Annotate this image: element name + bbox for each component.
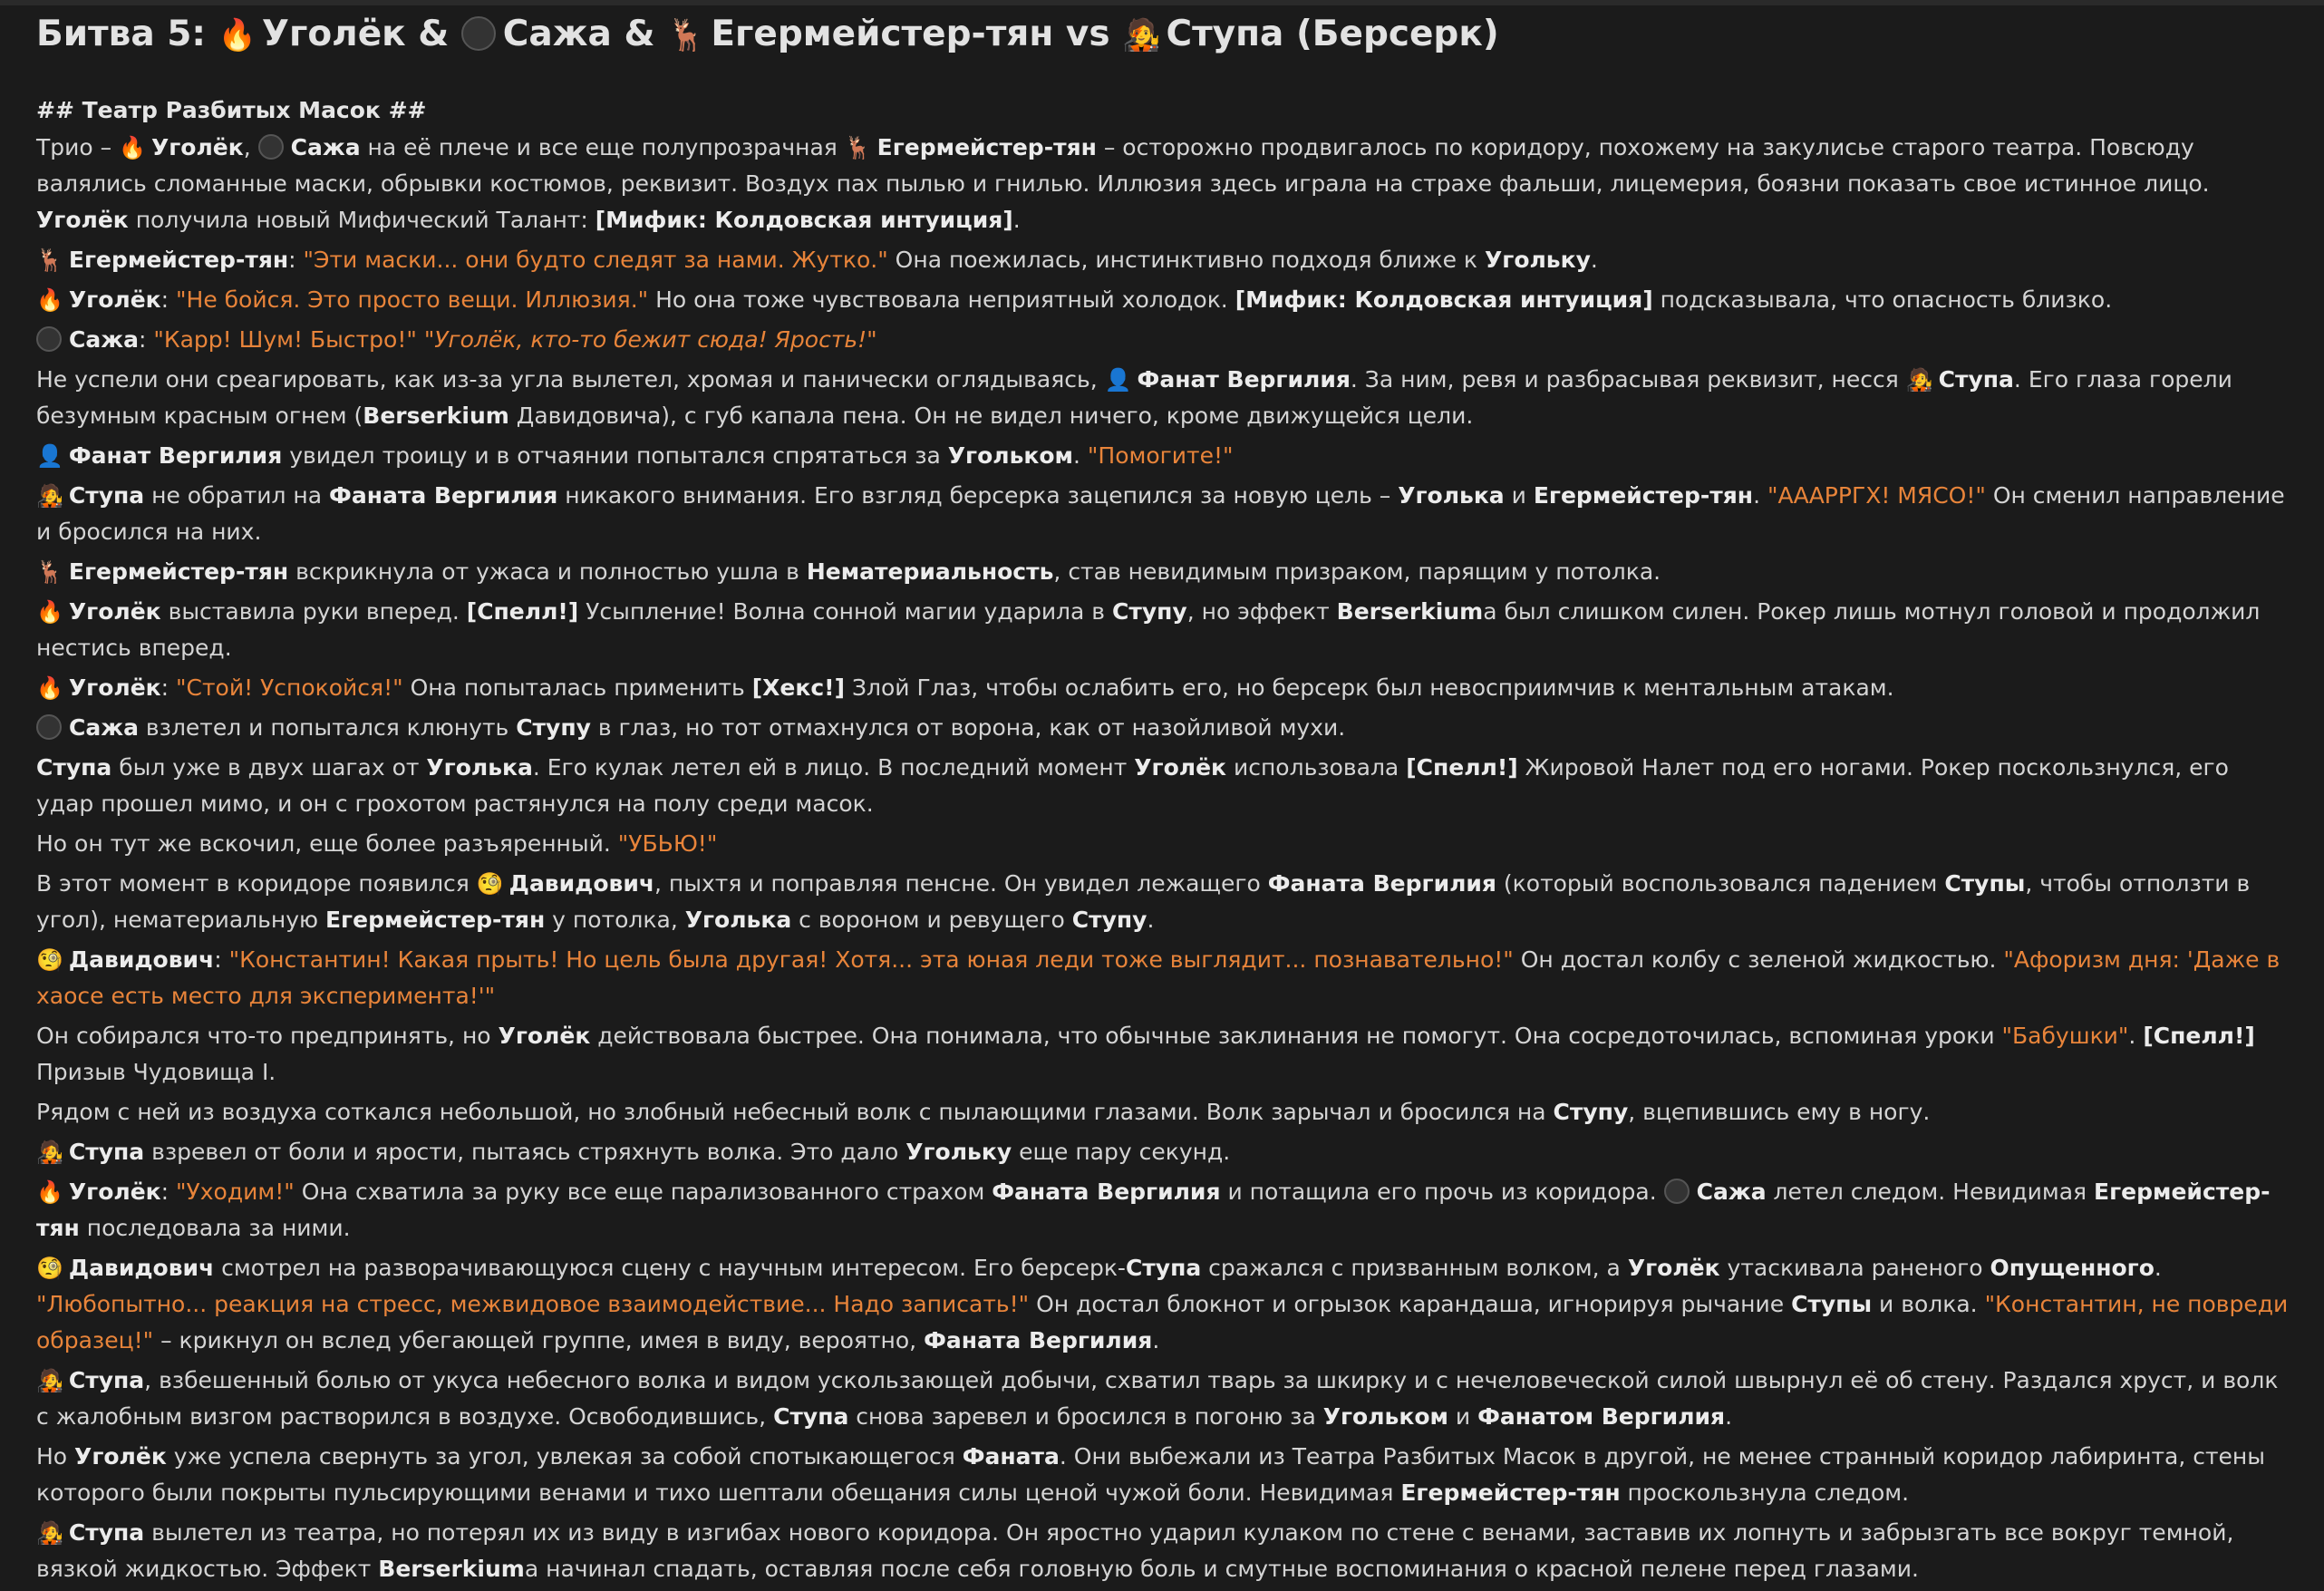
story-paragraph <box>36 1250 2293 1359</box>
text-run: . За ним, ревя и разбрасывая реквизит, несся <box>1350 366 1906 393</box>
text-run: , став невидимым призраком, парящим у потолка. <box>1053 558 1661 585</box>
text-run: а был слишком силен. Рокер лишь мотнул головой и продолжил нестись вперед. <box>36 598 2261 661</box>
bold-term: Нематериальность <box>806 558 1054 585</box>
bold-term: Сажа <box>1696 1179 1767 1205</box>
fire-icon: 🔥 <box>119 135 146 160</box>
text-run: – крикнул он вслед убегающей группе, имея в виду, вероятно, <box>153 1327 925 1353</box>
rocker-icon: 🧑‍🎤 <box>1905 367 1933 393</box>
text-run: . Его глаза горели безумным красным огнем ( <box>36 366 2232 429</box>
bold-term: Уголёк <box>36 207 129 233</box>
bold-term: Berserkium <box>363 403 509 429</box>
bold-term: Егермейстер-тян <box>68 558 289 585</box>
bold-term: Уголёк <box>1134 754 1227 781</box>
text-run: летел следом. Невидимая <box>1766 1179 2095 1205</box>
text-run: – осторожно продвигалось по коридору, похожему на закулисье старого театра. Повсюду валялись сломанные маски, обрывки костюмов, реквизит. Воздух пах пылью и гнилью. Иллюзия здесь играла на страхе фальши, лицемерия, боязни показать свое истинное лицо. <box>36 134 2210 197</box>
crow-icon <box>1664 1179 1690 1204</box>
text-run: . <box>1072 442 1088 469</box>
story-paragraph <box>36 130 2293 238</box>
dialogue-quote: "Уголёк, кто-то бежит сюда! Ярость!" <box>423 326 877 353</box>
text-run: Трио – <box>36 134 120 160</box>
text-run: , пыхтя и поправляя пенсне. Он увидел лежащего <box>654 870 1268 897</box>
story-paragraph <box>36 1363 2293 1435</box>
battle-title <box>36 11 2293 59</box>
text-run: . <box>2154 1255 2162 1281</box>
text-run: В этот момент в коридоре появился <box>36 870 477 897</box>
story-paragraph <box>36 1134 2293 1170</box>
text-run: : <box>214 946 229 973</box>
fire-icon: 🔥 <box>218 17 257 53</box>
bold-term: Егермейстер-тян <box>68 247 289 273</box>
dialogue-quote: "АААРРГХ! МЯСО!" <box>1767 482 1986 509</box>
bold-term: Уголёк <box>68 286 161 313</box>
text-run: Она попыталась применить <box>402 674 752 701</box>
rocker-icon: 🧑‍🎤 <box>36 483 63 509</box>
text-run: , <box>243 134 258 160</box>
text-run: . Они выбежали из Театра Разбитых Масок в другой, не менее странный коридор лабиринта, стены которого были покрыты пульсирующими венами и тихо шептали обещания силы ценой чужой боли. Невидимая <box>36 1443 2265 1506</box>
text-run: , но эффект <box>1186 598 1337 625</box>
text-run: вскрикнула от ужаса и полностью ушла в <box>288 558 807 585</box>
text-run: . <box>1725 1403 1733 1430</box>
text-run: утаскивала раненого <box>1719 1255 1990 1281</box>
bold-term: Егермейстер-тян <box>1533 482 1754 509</box>
bold-term: Фаната <box>962 1443 1060 1470</box>
bold-term: Уголька <box>1398 482 1505 509</box>
bold-term: Фанат Вергилия <box>1137 366 1351 393</box>
bold-term: Ступу <box>1112 598 1187 625</box>
rocker-icon: 🧑‍🎤 <box>36 1140 63 1165</box>
text-run: вылетел из театра, но потерял их из виду в изгибах нового коридора. Он яростно ударил кулаком по стене с венами, заставив их лопнуть и забрызгать все вокруг темной, вязкой жидкостью. Эффект <box>36 1519 2234 1582</box>
text-run: . <box>1753 482 1767 509</box>
story-paragraph <box>36 478 2293 550</box>
rocker-icon: 🧑‍🎤 <box>36 1520 63 1546</box>
story-paragraph <box>36 1094 2293 1130</box>
dialogue-quote: "Помогите!" <box>1087 442 1234 469</box>
text-run: Она поежилась, инстинктивно подходя ближе к <box>887 247 1485 273</box>
bold-term: Фанат Вергилия <box>68 442 283 469</box>
battle-prefix: Битва 5: <box>36 14 206 54</box>
story-paragraph <box>36 362 2293 434</box>
text-run: Он собирался что-то предпринять, но <box>36 1023 499 1049</box>
separator: & <box>418 14 450 54</box>
bold-term: Уголька <box>426 754 533 781</box>
bold-term: Егермейстер-тян <box>1400 1479 1621 1506</box>
text-run: и <box>1448 1403 1478 1430</box>
text-run: использовала <box>1226 754 1407 781</box>
dialogue-quote: "Афоризм дня: 'Даже в хаосе есть место для эксперимента!'" <box>36 946 2280 1009</box>
text-run: Злой Глаз, чтобы ослабить его, но берсерк был невосприимчив к ментальным атакам. <box>845 674 1894 701</box>
text-run: Но <box>36 1443 75 1470</box>
text-run: . <box>2128 1023 2144 1049</box>
text-run: увидел троицу и в отчаянии попытался спрятаться за <box>282 442 948 469</box>
dialogue-quote: "Уходим!" <box>176 1179 295 1205</box>
dialogue-quote: "Константин! Какая прыть! Но цель была другая! Хотя... эта юная леди тоже выглядит... познавательно!" <box>228 946 1514 973</box>
bold-term: [Спелл!] <box>466 598 579 625</box>
story-paragraph <box>36 866 2293 938</box>
text-run: и потащила его прочь из коридора. <box>1220 1179 1664 1205</box>
text-run: действовала быстрее. Она понимала, что обычные заклинания не помогут. Она сосредоточилась, вспоминая уроки <box>590 1023 2002 1049</box>
bold-term: Berserkium <box>1336 598 1484 625</box>
bold-term: Угольком <box>947 442 1073 469</box>
crow-icon <box>36 326 62 352</box>
fan-icon: 👤 <box>36 443 63 469</box>
story-paragraph <box>36 1018 2293 1091</box>
fire-icon: 🔥 <box>36 287 63 313</box>
bold-term: Ступа <box>773 1403 849 1430</box>
story-paragraph <box>36 594 2293 666</box>
text-run: , чтобы отползти в угол), нематериальную <box>36 870 2251 933</box>
text-run: : <box>160 286 177 313</box>
text-run: : <box>160 674 177 701</box>
deer-icon: 🦌 <box>36 247 63 273</box>
bold-term: [Хекс!] <box>751 674 846 701</box>
deer-icon: 🦌 <box>36 559 63 585</box>
crow-icon <box>461 16 496 51</box>
bold-term: Ступу <box>1071 907 1147 933</box>
text-run: (который воспользовался падением <box>1496 870 1945 897</box>
text-run: Он достал колбу с зеленой жидкостью. <box>1513 946 2004 973</box>
text-run: Не успели они среагировать, как из-за угла вылетел, хромая и панически оглядываясь, <box>36 366 1105 393</box>
text-run: не обратил на <box>144 482 330 509</box>
text-run: уже успела свернуть за угол, увлекая за собой спотыкающегося <box>166 1443 963 1470</box>
story-body <box>36 130 2293 1587</box>
story-paragraph <box>36 242 2293 278</box>
bold-term: Ступа <box>36 754 112 781</box>
bold-term: Уголёк <box>68 674 161 701</box>
text-run: подсказывала, что опасность близко. <box>1652 286 2113 313</box>
davidovich-icon: 🧐 <box>476 871 504 897</box>
text-run: а начинал спадать, оставляя после себя головную боль и смутные воспоминания о красной пелене перед глазами. <box>524 1556 1919 1582</box>
text-run: Давидовича), с губ капала пена. Он не видел ничего, кроме движущейся цели. <box>508 403 1474 429</box>
bold-term: Ступа <box>68 1139 145 1165</box>
fire-icon: 🔥 <box>36 675 63 701</box>
text-run: : <box>288 247 304 273</box>
story-paragraph <box>36 1174 2293 1247</box>
bold-term: Егермейстер-тян <box>324 907 546 933</box>
crow-icon <box>36 714 62 740</box>
dialogue-quote: "Карр! Шум! Быстро!" <box>153 326 417 353</box>
text-run: . <box>1012 207 1021 233</box>
story-paragraph <box>36 826 2293 862</box>
bold-term: Уголёк <box>150 134 244 160</box>
bold-term: Угольку <box>1484 247 1591 273</box>
bold-term: Ступы <box>1791 1291 1873 1317</box>
text-run: : <box>160 1179 177 1205</box>
text-run: взревел от боли и ярости, пытаясь стряхнуть волка. Это дало <box>144 1139 906 1165</box>
rocker-icon: 🧑‍🎤 <box>36 1368 63 1393</box>
text-run: Усыпление! Волна сонной магии ударила в <box>578 598 1112 625</box>
story-paragraph <box>36 670 2293 706</box>
text-run: Рядом с ней из воздуха соткался небольшой, но злобный небесный волк с пылающими глазами. Волк зарычал и бросился на <box>36 1099 1554 1125</box>
text-run: . Его кулак летел ей в лицо. В последний момент <box>532 754 1135 781</box>
bold-term: Давидович <box>508 870 655 897</box>
text-run: . <box>1147 907 1155 933</box>
bold-term: Ступу <box>1553 1099 1629 1125</box>
bold-term: Сажа <box>290 134 361 160</box>
bold-term: Угольком <box>1322 1403 1448 1430</box>
text-run: последовала за ними. <box>79 1215 351 1241</box>
bold-term: Уголёк <box>498 1023 591 1049</box>
text-run: Призыв Чудовища I. <box>36 1059 276 1085</box>
bold-term: Berserkium <box>378 1556 525 1582</box>
text-run: , вцепившись ему в ногу. <box>1628 1099 1931 1125</box>
story-paragraph <box>36 942 2293 1014</box>
dialogue-quote: "Не бойся. Это просто вещи. Иллюзия." <box>176 286 649 313</box>
dialogue-quote: "Эти маски... они будто следят за нами. Жутко." <box>303 247 888 273</box>
bold-term: Фаната Вергилия <box>992 1179 1221 1205</box>
text-run: , взбешенный болью от укуса небесного волка и видом ускользающей добычи, схватил тварь за шкирку и с нечеловеческой силой швырнул её об стену. Раздался хруст, и волк с жалобным визгом растворился в воздухе. Освободившись, <box>36 1367 2279 1430</box>
text-run <box>417 326 424 353</box>
text-run: никакого внимания. Его взгляд берсерка зацепился за новую цель – <box>557 482 1399 509</box>
text-run: Он сменил направление и бросился на них. <box>36 482 2285 545</box>
bold-term: Ступа <box>68 482 145 509</box>
dialogue-quote: "Стой! Успокойся!" <box>176 674 403 701</box>
character-name: Ступа (Берсерк) <box>1166 14 1499 54</box>
text-run: проскользнула следом. <box>1620 1479 1910 1506</box>
character-name: Сажа <box>502 14 612 54</box>
bold-term: Фаната Вергилия <box>1267 870 1496 897</box>
text-run: в глаз, но тот отмахнулся от ворона, как от назойливой мухи. <box>590 714 1346 741</box>
story-paragraph <box>36 554 2293 590</box>
text-run: смотрел на разворачивающуюся сцену с научным интересом. Его берсерк- <box>214 1255 1126 1281</box>
message-content <box>36 11 2293 1591</box>
text-run: и <box>1504 482 1534 509</box>
bold-term: Уголёк <box>1627 1255 1720 1281</box>
text-run: снова заревел и бросился в погоню за <box>848 1403 1323 1430</box>
text-run: выставила руки вперед. <box>160 598 467 625</box>
bold-term: Опущенного <box>1990 1255 2155 1281</box>
text-run: Жировой Налет под его ногами. Рокер поскользнулся, его удар прошел мимо, и он с грохотом растянулся на полу среди масок. <box>36 754 2229 817</box>
character-name: Уголёк <box>261 14 406 54</box>
bold-term: Фанатом Вергилия <box>1477 1403 1726 1430</box>
text-run: взлетел и попытался клюнуть <box>138 714 517 741</box>
text-run: : <box>138 326 154 353</box>
dialogue-quote: "Любопытно... реакция на стресс, межвидовое взаимодействие... Надо записать!" <box>36 1291 1030 1317</box>
text-run: . <box>1152 1327 1160 1353</box>
top-bar <box>0 0 2324 5</box>
dialogue-quote: "УБЬЮ!" <box>617 830 718 857</box>
story-paragraph <box>36 710 2293 746</box>
davidovich-icon: 🧐 <box>36 947 63 973</box>
text-run: Он достал блокнот и огрызок карандаша, игнорируя рычание <box>1029 1291 1792 1317</box>
bold-term: Давидович <box>68 1255 215 1281</box>
bold-term: Сажа <box>69 714 139 741</box>
text-run: на её плече и все еще полупрозрачная <box>360 134 845 160</box>
bold-term: Егермейстер-тян <box>36 1179 2271 1241</box>
deer-icon: 🦌 <box>667 17 706 53</box>
bold-term: Ступа <box>68 1519 145 1546</box>
bold-term: Фаната Вергилия <box>924 1327 1153 1353</box>
versus-label: vs <box>1065 14 1110 54</box>
text-run: Она схватила за руку все еще парализованного страхом <box>294 1179 993 1205</box>
story-paragraph <box>36 322 2293 358</box>
text-run: сражался с призванным волком, а <box>1201 1255 1628 1281</box>
scene-heading: ## Театр Разбитых Масок ## <box>36 97 427 123</box>
text-run: Но она тоже чувствовала неприятный холодок. <box>648 286 1235 313</box>
bold-term: Уголёк <box>74 1443 167 1470</box>
story-paragraph <box>36 1515 2293 1587</box>
bold-term: Угольку <box>905 1139 1012 1165</box>
story-paragraph <box>36 282 2293 318</box>
text-run: . <box>1590 247 1598 273</box>
dialogue-quote: "Константин, не повреди образец!" <box>36 1291 2289 1353</box>
fan-icon: 👤 <box>1104 367 1132 393</box>
crow-icon <box>258 134 284 160</box>
bold-term: [Спелл!] <box>2143 1023 2255 1049</box>
dialogue-quote: "Бабушки" <box>2001 1023 2129 1049</box>
text-run: с вороном и ревущего <box>791 907 1072 933</box>
text-run: у потолка, <box>545 907 685 933</box>
bold-term: [Мифик: Колдовская интуиция] <box>595 207 1013 233</box>
bold-term: Фаната Вергилия <box>329 482 558 509</box>
bold-term: [Спелл!] <box>1406 754 1518 781</box>
bold-term: Уголёк <box>68 1179 161 1205</box>
bold-term: Ступа <box>1938 366 2014 393</box>
story-paragraph <box>36 1439 2293 1511</box>
bold-term: Ступа <box>1125 1255 1202 1281</box>
bold-term: Егермейстер-тян <box>876 134 1097 160</box>
story-paragraph <box>36 750 2293 822</box>
bold-term: Давидович <box>68 946 215 973</box>
bold-term: [Мифик: Колдовская интуиция] <box>1235 286 1653 313</box>
text-run: был уже в двух шагах от <box>111 754 427 781</box>
bold-term: Ступа <box>68 1367 145 1393</box>
character-name: Егермейстер-тян <box>711 14 1054 54</box>
deer-icon: 🦌 <box>844 135 872 160</box>
rocker-icon: 🧑‍🎤 <box>1122 17 1161 53</box>
bold-term: Уголёк <box>68 598 161 625</box>
bold-term: Уголька <box>684 907 792 933</box>
text-run: еще пару секунд. <box>1012 1139 1231 1165</box>
fire-icon: 🔥 <box>36 1179 63 1205</box>
text-run: получила новый Мифический Талант: <box>128 207 596 233</box>
bold-term: Сажа <box>69 326 139 353</box>
separator: & <box>624 14 655 54</box>
fire-icon: 🔥 <box>36 599 63 625</box>
text-run: и волка. <box>1872 1291 1985 1317</box>
story-paragraph <box>36 438 2293 474</box>
bold-term: Ступы <box>1944 870 2026 897</box>
text-run: Но он тут же вскочил, еще более разъяренный. <box>36 830 618 857</box>
bold-term: Ступу <box>516 714 591 741</box>
davidovich-icon: 🧐 <box>36 1256 63 1281</box>
